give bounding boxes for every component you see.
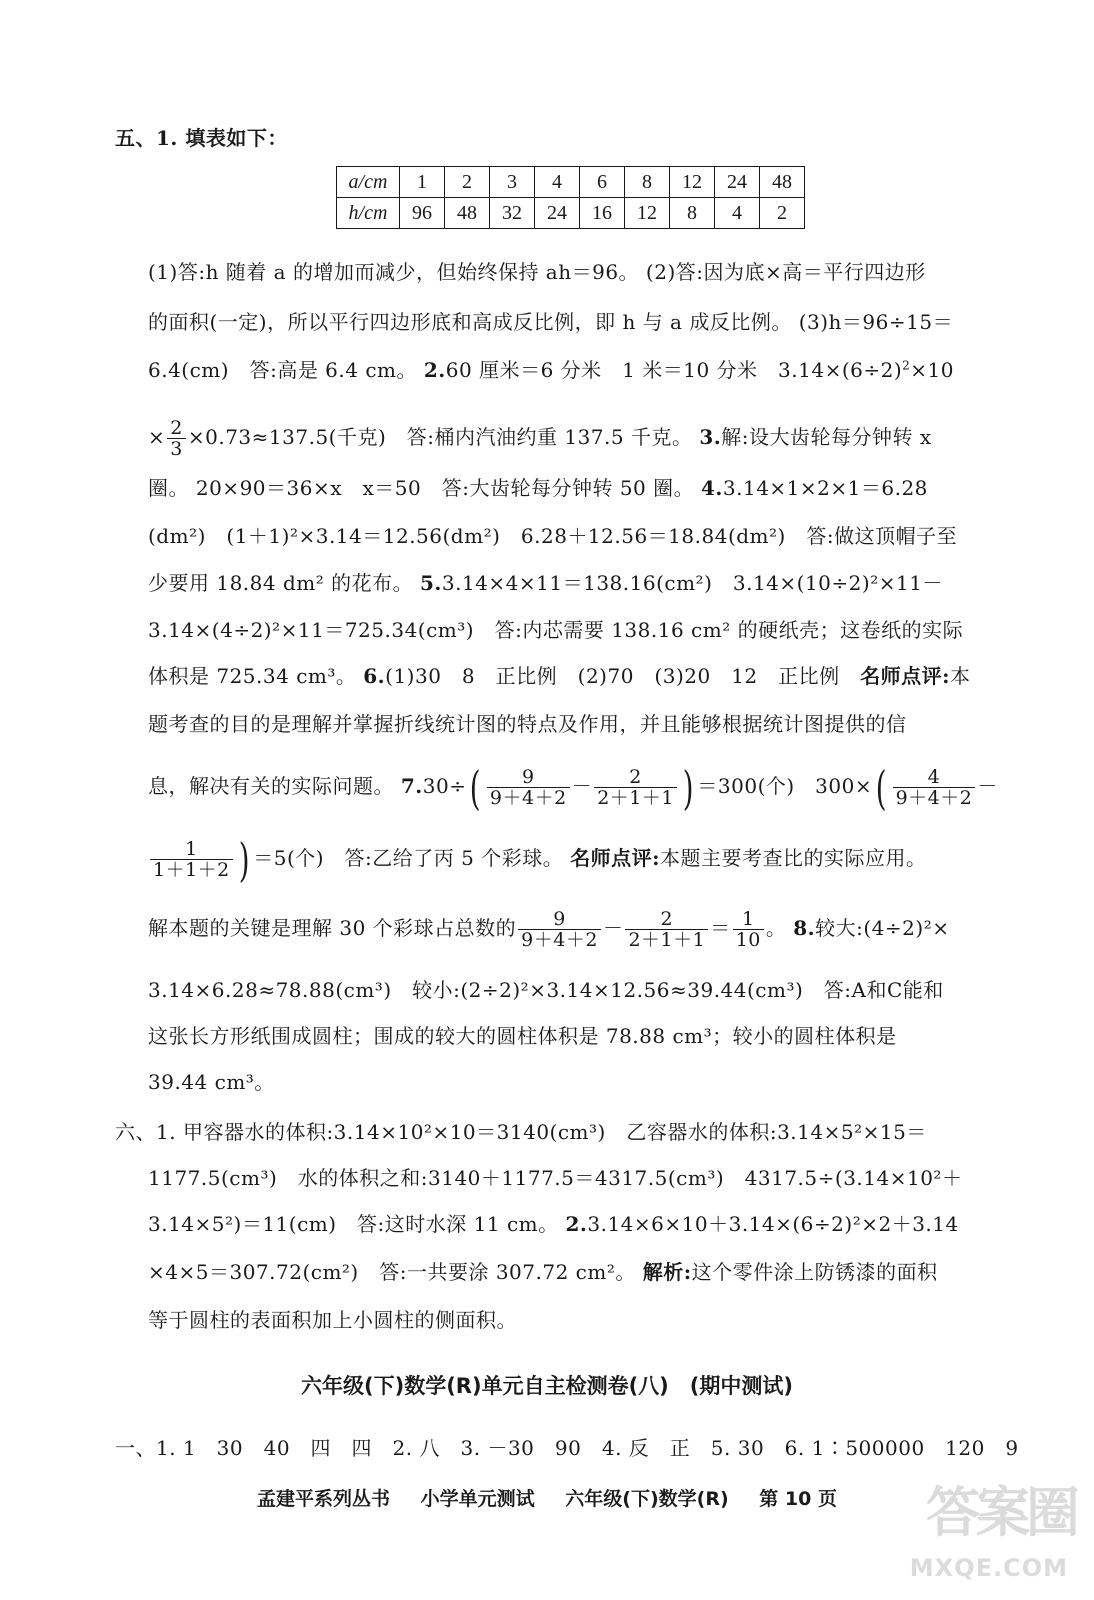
- table-row-a: [337, 167, 805, 198]
- table-cell: 32: [490, 198, 535, 229]
- text-line: 6.4(cm) 答:高是 6.4 cm。 2.60 厘米＝6 分米 1 米＝10 分米 $3.14\times(6\div 2)^2\times 10$: [148, 358, 955, 382]
- watermark-text: 答案圈: [926, 1481, 1076, 1544]
- fraction: $\frac{2}{2+1+1}$: [594, 767, 677, 808]
- fraction: $\frac{1}{10}$: [733, 909, 764, 950]
- text-line: 的面积(一定)，所以平行四边形底和高成反比例，即 h 与 a 成反比例。 (3)h＝96÷15＝: [148, 310, 954, 334]
- table-cell: 8: [625, 167, 670, 198]
- text-line: 圈。 20×90＝36×x x＝50 答:大齿轮每分钟转 50 圈。 4.3.14×1×2×1＝6.28: [148, 476, 928, 500]
- text-line: 3.14×6.28≈78.88(cm³) 较小:(2÷2)²×3.14×12.56≈39.44(cm³) 答:A和C能和: [148, 978, 944, 1002]
- text-line: 3.14×5²)＝11(cm) 答:这时水深 11 cm。 2.3.14×6×10＋3.14×(6÷2)²×2＋3.14: [148, 1212, 959, 1236]
- fraction: $\frac{9}{9+4+2}$: [487, 767, 570, 808]
- text-line: $\frac{1}{1+1+2}$ ) ＝5(个) 答:乙给了丙 5 个彩球。 名师点评:本题主要考查比的实际应用。: [148, 830, 998, 886]
- section5-heading: 五、1. 填表如下：: [115, 126, 288, 150]
- table-cell: 4: [715, 198, 760, 229]
- watermark-logo: [886, 1470, 1086, 1590]
- table-cell: 6: [580, 167, 625, 198]
- text-line: 题考查的目的是理解并掌握折线统计图的特点及作用，并且能够根据统计图提供的信: [148, 712, 907, 736]
- text-line: 等于圆柱的表面积加上小圆柱的侧面积。: [148, 1308, 517, 1332]
- ah-table: [336, 166, 805, 229]
- table-cell: 24: [715, 167, 760, 198]
- text-line: 一、1. 1 30 40 四 四 2. 八 3. －30 90 4. 反 正 5. 30 6. 1∶500000 120 9: [115, 1436, 1019, 1460]
- text-line: × $\frac{2}{3}$ ×0.73≈137.5(千克) 答:桶内汽油约重 137.5 千克。 3.解:设大齿轮每分钟转 x: [148, 417, 932, 460]
- table-row-label: a/cm: [337, 167, 400, 198]
- text-line: 六、1. 甲容器水的体积:3.14×10²×10＝3140(cm³) 乙容器水的体积:3.14×5²×15＝: [115, 1120, 927, 1144]
- table-cell: 12: [670, 167, 715, 198]
- table-cell: 96: [400, 198, 445, 229]
- table-cell: 3: [490, 167, 535, 198]
- text-line: 这张长方形纸围成圆柱；围成的较大的圆柱体积是 78.88 cm³；较小的圆柱体积是: [148, 1024, 897, 1048]
- watermark-url: MXQE.COM: [909, 1554, 1068, 1582]
- table-cell: 48: [760, 167, 805, 198]
- fraction: $\frac{4}{9+4+2}$: [893, 767, 976, 808]
- footer-page-number: 第 10 页: [759, 1488, 837, 1510]
- table-cell: 8: [670, 198, 715, 229]
- table-cell: 2: [760, 198, 805, 229]
- fraction: $\frac{1}{1+1+2}$: [150, 839, 233, 880]
- text-line: 少要用 18.84 dm² 的花布。 5.3.14×4×11＝138.16(cm²) 3.14×(10÷2)²×11－: [148, 571, 943, 595]
- text-line: 息，解决有关的实际问题。 7.30÷( $\frac{9}{9+4+2}$ － $\frac{2}{2+1+1}$ ) ＝300(个) 300×( $\frac{4}{9+4+2}$ －: [148, 760, 998, 815]
- text-line: 39.44 cm³。: [148, 1070, 275, 1094]
- text-line: 1177.5(cm³) 水的体积之和:3140＋1177.5＝4317.5(cm³) 4317.5÷(3.14×10²＋: [148, 1166, 963, 1190]
- table-cell: 1: [400, 167, 445, 198]
- table-cell: 4: [535, 167, 580, 198]
- fraction: $\frac{2}{2+1+1}$: [625, 909, 708, 950]
- table-row-h: [337, 198, 805, 229]
- fraction: $\frac{9}{9+4+2}$: [518, 909, 601, 950]
- text-line: 体积是 725.34 cm³。 6.(1)30 8 正比例 (2)70 (3)20 12 正比例 名师点评:本: [148, 664, 971, 688]
- text-line: 解本题的关键是理解 30 个彩球占总数的 $\frac{9}{9+4+2}$ － $\frac{2}{2+1+1}$ ＝ $\frac{1}{10}$ 。 8.较大:(4÷2)²×: [148, 908, 950, 951]
- text-line: 3.14×(4÷2)²×11＝725.34(cm³) 答:内芯需要 138.16 cm² 的硬纸壳；这卷纸的实际: [148, 618, 964, 642]
- footer-grade: 六年级(下)数学(R): [565, 1488, 729, 1510]
- table-cell: 12: [625, 198, 670, 229]
- footer-series: 孟建平系列丛书: [257, 1488, 391, 1510]
- table-cell: 2: [445, 167, 490, 198]
- section-title: 六年级(下)数学(R)单元自主检测卷(八) (期中测试): [301, 1374, 793, 1398]
- table-row-label: h/cm: [337, 198, 400, 229]
- table-cell: 16: [580, 198, 625, 229]
- table-cell: 24: [535, 198, 580, 229]
- text-line: (dm²) (1＋1)²×3.14＝12.56(dm²) 6.28＋12.56＝18.84(dm²) 答:做这顶帽子至: [148, 524, 958, 548]
- text-line: (1)答:h 随着 a 的增加而减少，但始终保持 ah＝96。 (2)答:因为底×高＝平行四边形: [148, 260, 926, 284]
- footer-book: 小学单元测试: [420, 1488, 535, 1510]
- text-line: ×4×5＝307.72(cm²) 答:一共要涂 307.72 cm²。 解析:这个零件涂上防锈漆的面积: [148, 1260, 938, 1284]
- fraction: $\frac{2}{3}$: [167, 418, 186, 459]
- table-cell: 48: [445, 198, 490, 229]
